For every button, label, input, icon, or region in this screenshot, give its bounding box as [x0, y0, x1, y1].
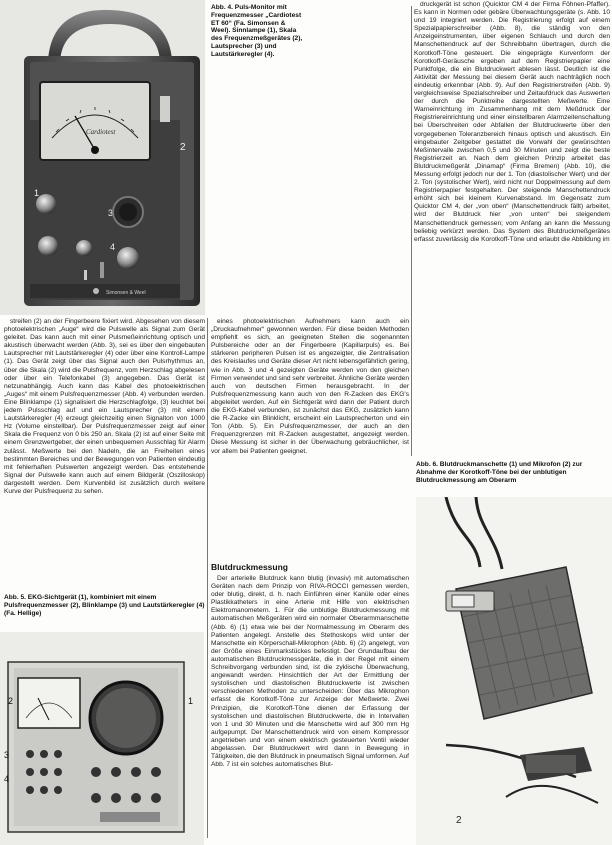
- callout-1: 1: [34, 188, 40, 198]
- figure-4-photo: [0, 0, 205, 315]
- callout-2: 2: [456, 815, 462, 826]
- frequency-meter-icon: [18, 678, 80, 728]
- figure-5-caption: Abb. 5. EKG-Sichtgerät (1), kombiniert mit einem Pulsfrequenzmesser (2), Blinklampe (3) und Lautstärkeregler (4) (Fa. Hellige): [4, 594, 205, 617]
- callout-3: 3: [108, 208, 114, 218]
- figure-4-caption: Abb. 4. Puls-Monitor mit Frequenzmesser „Cardiotest ET 60“ (Fa. Simonsen & Weel). Sinnlampe (1), Skala des Frequenzmeßgerätes (2), Lautsprecher (3) und Lautstärkeregler (4).: [211, 4, 303, 58]
- callout-4: 4: [4, 774, 10, 784]
- figure-6-caption: Abb. 6. Blutdruckmanschette (1) und Mikrofon (2) zur Abnahme der Korotkoff-Töne bei der unblutigen Blutdruckmessung am Oberarm: [416, 461, 583, 484]
- callout-3: 3: [4, 750, 10, 760]
- callout-2: 2: [8, 696, 14, 706]
- blink-lamp-icon: [36, 194, 56, 214]
- paragraph: druckgerät ist schon (Quicktor CM 4 der Firma Föhnen-Pfaffer). Es kann in Normen oder gebäre Überwachtungsgeräte (s. Abb. 10 und 19 integriert werden. Die Registrierung erfolgt auf einem Spezialpapierschreiber (Abb. 8), die ständig von den Anzeigeinstrumenten, über eigenen Schlauch und durch den Manschettendruck auf der Schreibbahn übertragen, durch die Korotkoff-Töne gesteuert. Die eingeprägte Kurvenform der Korotkoff-Geräusche ergeben auf dem Registrierpapier eine Punktfolge, die ein Blutdruckwert ablesen lässt. Deutlich ist die Aktivität der Messung bei diesem Gerät auch nachträglich noch eindeutig erkennbar (Abb. 9). Auf den Registrierstreifen (Abb. 9) vergleichsweise Spezialschreiber und Zeitaufdruck das Auswerten der durch die Punktreihe dargestellten Meßwerte. Eine Warneinrichtung im Zusammenhang mit dem Meßdruck der Registriereinrichtung und einer einstellbaren Alarmzeitenschaltung bei Überschreiten oder Abfallen der Blutdruckwerte über den vorgegebenen Toleranzbereich hinaus optisch und akustisch. Ein eingebauter Zeitgeber gestattet die Vorwahl der gewünschten Meßintervalle zwischen 0,5 und 30 Minuten und zeigt die beste Registrierzeit an. Nach dem gleichen Prinzip arbeitet das Blutdruckmeßgerät „Dinamap“ (Firma Bremen) (Abb. 10), die Messung erfolgt jedoch nur der 1. Ton (diastolischer Wert) und der 2. Ton (systolischer Wert), wird nicht nur Doppelmessung auf dem Registrierpapier festgehalten. Der steigende Manschettendruck erhöht sich bei kleinem Kurvenabstand. Im Gegensatz zum Quicktor CM 4, der „von oben“ (Manschettendruck fällt) arbeitet, wird der Blutdruck hier „von unten“ bei steigendem Manschettendruck gemessen; vom Anfang an kann die Messung beliebig verkürzt werden. Das System des Blutdruckmeßgerätes erfasst zuverlässig die Korotkoff-Töne und erlaubt die Abbildung im: [414, 1, 610, 243]
- cuff-microphone-illustration: [416, 497, 612, 845]
- figure-5-photo: [0, 632, 204, 845]
- text-column-middle-lower: [211, 575, 409, 843]
- text-column-right-top: [414, 1, 610, 456]
- figure-6-photo: [416, 497, 612, 845]
- meter-brand-text: Cardiotest: [86, 128, 116, 136]
- pulse-monitor-illustration: [0, 0, 205, 315]
- text-column-left-middle: [4, 318, 205, 586]
- column-divider: [207, 318, 208, 838]
- column-divider: [411, 6, 412, 456]
- speaker-icon: [113, 197, 143, 227]
- section-heading: Blutdruckmessung: [211, 562, 288, 572]
- paragraph: eines photoelektrischen Aufnehmers kann auch ein „Druckaufnehmer“ gewonnen werden. Für diese beiden Methoden empfiehlt es sich, an geeigneten Stellen die sogenannten Pulsbereiche oder an der Fingerbeere (Kapillarpuls) es. Bei stärkeren peripheren Pulsen ist es angezeigter, die Zentralisation des Kreislaufes und Geräte dieser Art nicht lebensgefährlich gering, wie in Abb. 3 und 4 gezeigten Geräte werden von den gleichen Firmen verwendet und sind sehr verbreitet. Ähnliche Geräte werden auch von deutschen Firmen herausgebracht. In der Pulsfrequenzmessung kann auch von den R-Zacken des EKG's abgeleitet werden. Auf ein Sichtgerät wird dann der Patient durch die EKG-Kabel verbunden, ist zunächst das EKG, zusätzlich kann die R-Zacke ein Blinklicht, erscheint ein Lautsprecherton und ein Ton (Abb. 5). Ein Pulsfrequenzmesser, der auch an den Frequenzgrenzen mit R-Zacken ausgestattet, angezeigt werden. Diese Messung ist sicher in der Überwachung gebräuchlicher, ist vor allem bei Patienten geeignet.: [211, 318, 409, 455]
- paragraph: streifen (2) an der Fingerbeere fixiert wird. Abgesehen von diesem photoelektrischen „Auge“ wird die Pulswelle als Signal zum Gerät geleitet. Das kann auch mit einer Pulsmeßeinrichtung optisch und akustisch überwacht werden (Abb. 3), sei es über den eingebauten Lautsprecher mit Lautstärkeregler (4) oder über eine Kontroll-Lampe (1). Das Gerät zeigt über das Signal auch den Pulsrhythmus an, über die Skala (2) wird die Pulsfrequenz, vom Herzschlag abgelesen oder über ein Telefonkabel (3) angegeben. Das Gerät ist netzunabhängig. Auch kann das Kabel des photoelektrischen „Auges“ mit einem Pulsfrequenzmesser (Abb. 4) verbunden werden. Eine Blinklampe (1) signalisiert die Herzschlagfolge, (3) leuchtet bei jedem Pulsschlag auf und ein Lautsprecher (3) mit einem Lautstärkeregler (4) erzeugt gleichzeitig einen Signalton von 1000 Hz (Volume einstellbar). Der Pulsfrequenzmesser zeigt auf einer Skala die Frequenz von 0 bis 250 an. Skala (2) ist auf einer Seite mit einem Grenzwertgeber, der einen unbequemen Ausschlag für Alarm zulässt. Meßwerte bei den Nadeln, die an Freiheiten eines bestimmten Bereiches und der Bewegungen von Patienten eindeutig mit fehlerhaften Pulswerten angezeigt werden. Das entstehende Signal der Pulswelle kann auch auf einem Bildgerät (Oszilloskop) dargestellt werden. Dem Kurvenbild ist zusätzlich durch weitere Kurve der Pulsfrequenz zu sehen.: [4, 318, 205, 495]
- callout-4: 4: [110, 242, 116, 252]
- ekg-monitor-illustration: [0, 632, 204, 845]
- callout-1: 1: [188, 696, 194, 706]
- paragraph: Der arterielle Blutdruck kann blutig (invasiv) mit automatischen Geräten nach dem Prinzip von RIVA-ROCCI gemessen werden, oder blutig, direkt, d. h. nach Einführen einer Kanüle oder eines Plastikkatheters in eine Arterie mit Hilfe von elektrischen Elektromanometern. 1. Für die unblutige Blutdruckmessung mit automatischen Meßgeräten wird ein normaler Oberarmmanschette (Abb. 6) (1) etwa wie bei der Normalmessung im Oberarm des Patienten angelegt. Anstelle des Stethoskops wird unter der Manschette ein Körperschall-Mikrophon (Abb. 6) (2) angelegt, von der Größe eines Einmarkstückes befestigt. Der Grundaufbau der automatischen Blutdruckmessgeräte, die in der Regel mit einem Schreibvorgang verbunden sind, ist die zyklische Überwachung, angewandt werden. Hinsichtlich der Art der Ermittlung der systolischen und diastolischen Blutdruckwerte ist zwischen verschiedenen Methoden zu unterscheiden: Über das Mikrophon erfasst die Korotkoff-Töne zur Anzeige der Meßwerte. Zwei Prinzipien, die Korotkoff-Töne dienen der Erfassung der systolischen und diastolischen Blutdruckwerte, die in Intervallen von 1 und 30 Minuten und die Manschette wird auf 300 mm Hg aufgepumpt. Der Manschettendruck wird von einem Kompressor angetrieben und von einem elektrisch gesteuerten Ventil wieder abgelassen. Der Blutdruckwert wird dann in Bewegung in Tätigkeiten, die den Blutdruck in pneumatisch Signal umformen. Auf Abb. 7 ist ein solches automatisches Blut-: [211, 575, 409, 769]
- oscilloscope-screen-icon: [90, 682, 162, 754]
- text-column-middle-upper: [211, 318, 409, 544]
- callout-2: 2: [180, 142, 186, 153]
- brand-text: Simonsen & Weel: [106, 290, 146, 296]
- volume-knob-icon: [117, 247, 139, 269]
